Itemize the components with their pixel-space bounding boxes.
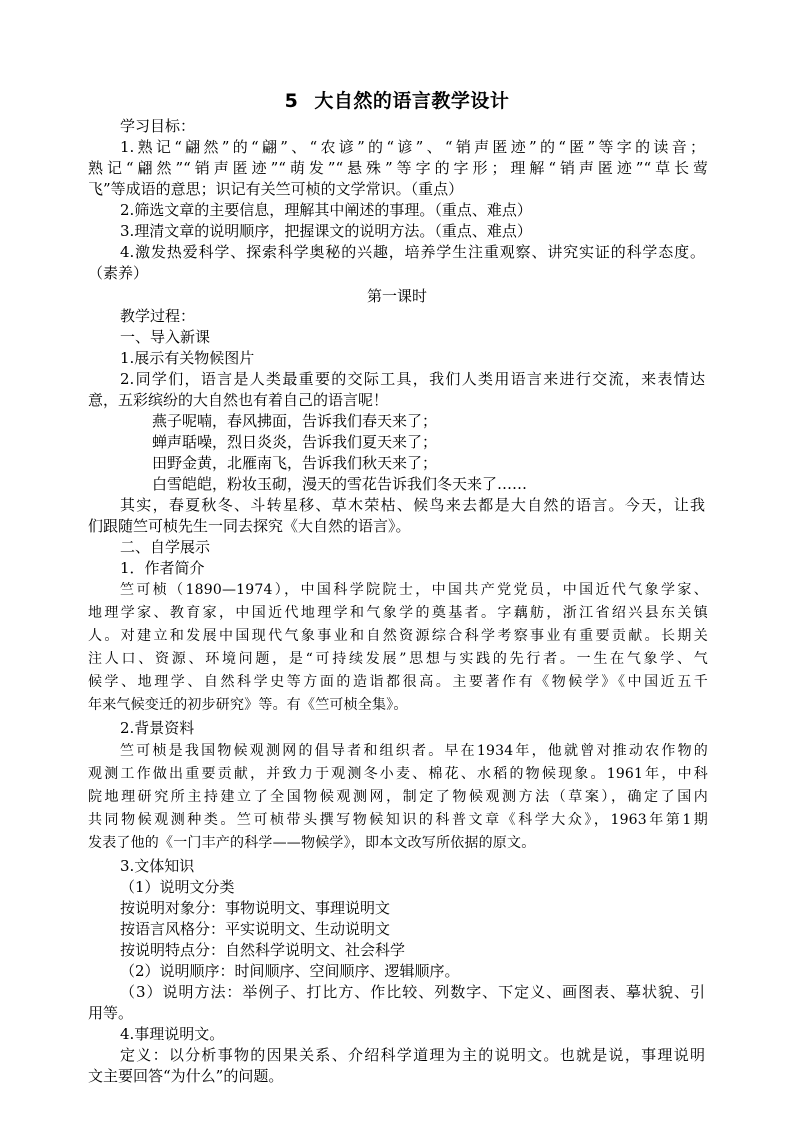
objective-line: 2.筛选文章的主要信息，理解其中阐述的事理。（重点、难点） [120, 201, 532, 219]
paragraph-line: 用等。 [88, 1004, 134, 1022]
item-heading: 4.事理说明文。 [120, 1025, 225, 1043]
paragraph-line: 其实，春夏秋冬、斗转星移、草木荣枯、候鸟来去都是大自然的语言。今天，让我 [120, 496, 705, 514]
author-bio-line: 人。对建立和发展中国现代气象事业和自然资源综合科学考察事业有重要贡献。长期关 [88, 628, 708, 644]
author-bio-line: 注人口、资源、环境问题，是“可持续发展”思想与实践的先行者。一生在气象学、气 [88, 651, 708, 667]
background-line: 发表了他的《一门丰产的科学——物候学》，即本文改写所依据的原文。 [88, 835, 536, 851]
paragraph-line: （3）说明方法：举例子、打比方、作比较、列数字、下定义、画图表、摹状貌、引 [120, 983, 705, 1001]
paragraph-line: 按说明对象分：事物说明文、事理说明文 [120, 899, 391, 917]
paragraph-line: （2）说明顺序：时间顺序、空间顺序、逻辑顺序。 [120, 962, 460, 980]
background-line: 院地理研究所主持建立了全国物候观测网，制定了物候观测方法（草案），确定了国内 [88, 789, 708, 805]
paragraph-line: 们跟随竺可桢先生一同去探究《大自然的语言》。 [88, 517, 411, 535]
lesson-number: 5 [284, 90, 299, 112]
item-heading: 3.文体知识 [120, 857, 195, 875]
paragraph-line: 按说明特点分：自然科学说明文、社会科学 [120, 941, 406, 959]
objectives-heading: 学习目标： [120, 117, 196, 135]
background-line: 竺可桢是我国物候观测网的倡导者和组织者。早在1934年，他就曾对推动农作物的 [120, 743, 708, 759]
item-heading: 2.背景资料 [120, 719, 195, 737]
author-bio-line: 竺可桢（1890—1974），中国科学院院士，中国共产党党员，中国近代气象学家、 [120, 582, 708, 598]
subsection-heading: 二、自学展示 [120, 538, 211, 556]
objective-line: 4.激发热爱科学、探索科学奥秘的兴趣，培养学生注重观察、讲究实证的科学态度。 [120, 243, 705, 261]
objective-line: 飞”等成语的意思；识记有关竺可桢的文学常识。（重点） [88, 180, 464, 198]
background-line: 共同物候观测种类。竺可桢带头撰写物候知识的科普文章《科学大众》，1963年第1期 [88, 812, 708, 828]
poem-line: 燕子呢喃，春风拂面，告诉我们春天来了； [152, 412, 438, 430]
paragraph-line: 文主要回答“为什么”的问题。 [88, 1067, 284, 1085]
author-bio-line: 候学、地理学、自然科学史等方面的造诣都很高。主要著作有《物候学》《中国近五千 [88, 674, 708, 690]
paragraph-line: 定义：以分析事物的因果关系、介绍科学道理为主的说明文。也就是说，事理说明 [120, 1046, 705, 1064]
subsection-heading: 一、导入新课 [120, 328, 211, 346]
objective-line: （素养） [88, 264, 149, 282]
process-heading: 教学过程： [120, 307, 196, 325]
poem-line: 蝉声聒噪，烈日炎炎，告诉我们夏天来了； [152, 433, 438, 451]
objective-line: 熟记“翩然”“销声匿迹”“萌发”“悬殊”等字的字形；理解“销声匿迹”“草长莺 [88, 159, 708, 177]
objective-line: 1.熟记“翩然”的“翩”、“农谚”的“谚”、“销声匿迹”的“匿”等字的读音； [120, 138, 705, 156]
paragraph-line: 2.同学们，语言是人类最重要的交际工具，我们人类用语言来进行交流，来表情达 [120, 370, 705, 388]
background-line: 观测工作做出重要贡献，并致力于观测冬小麦、棉花、水稻的物候现象。1961年，中科 [88, 766, 708, 782]
author-bio-line: 地理学家、教育家，中国近代地理学和气象学的奠基者。字藕舫，浙江省绍兴县东关镇 [88, 605, 708, 621]
paragraph-line: （1）说明文分类 [120, 878, 235, 896]
poem-line: 田野金黄，北雁南飞，告诉我们秋天来了； [152, 454, 438, 472]
paragraph-line: 按语言风格分：平实说明文、生动说明文 [120, 920, 391, 938]
objective-line: 3.理清文章的说明顺序，把握课文的说明方法。（重点、难点） [120, 222, 532, 240]
title-text: 大自然的语言教学设计 [314, 90, 510, 112]
document-title [0, 86, 794, 113]
poem-line: 白雪皑皑，粉妆玉砌，漫天的雪花告诉我们冬天来了…… [152, 475, 528, 493]
paragraph-line: 1.展示有关物候图片 [120, 349, 255, 367]
author-bio-line: 年来气候变迁的初步研究》等。有《竺可桢全集》。 [88, 697, 408, 713]
item-heading: 1．作者简介 [120, 559, 205, 577]
paragraph-line: 意，五彩缤纷的大自然也有着自己的语言呢！ [88, 391, 389, 409]
section-heading: 第一课时 [366, 287, 427, 305]
